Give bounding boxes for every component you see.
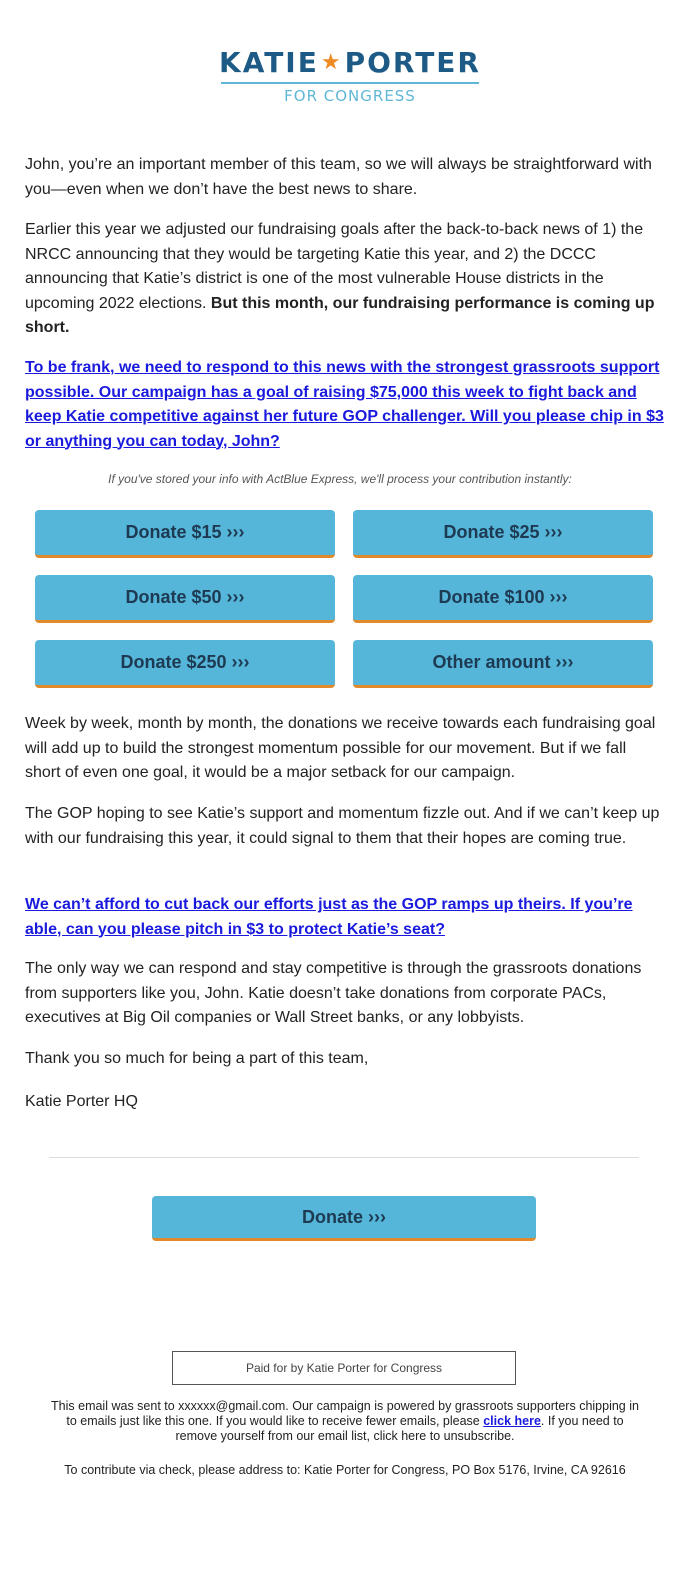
context-paragraph	[25, 218, 665, 341]
campaign-logo	[0, 46, 700, 106]
footer-unsubscribe-text: . If you need to remove yourself from our email list, click here to unsubscribe.	[175, 1414, 624, 1443]
other-amount-button[interactable]: Other amount ›››	[353, 640, 653, 688]
donate-15-button[interactable]: Donate $15 ›››	[35, 510, 335, 558]
donate-100-button[interactable]: Donate $100 ›››	[353, 575, 653, 623]
gop-paragraph: The GOP hoping to see Katie’s support and momentum fizzle out. And if we can’t keep up with our fundraising this year, it could signal to them that their hopes are coming true.	[25, 805, 660, 847]
donate-250-button[interactable]: Donate $250 ›››	[35, 640, 335, 688]
pitch-paragraph	[25, 893, 665, 942]
footer-check-address: To contribute via check, please address to: Katie Porter for Congress, PO Box 5176, Irvine, CA 92616	[64, 1463, 626, 1477]
footer-email-notice	[50, 1399, 640, 1444]
fewer-emails-link[interactable]: click here	[483, 1414, 541, 1428]
intro-paragraph: John, you’re an important member of this team, so we will always be straightforward with you—even when we don’t have the best news to share.	[25, 156, 652, 198]
donate-button[interactable]: Donate ›››	[152, 1196, 536, 1241]
section-divider	[49, 1157, 639, 1158]
footer-sent-text: This email was sent to xxxxxx@gmail.com. Our campaign is powered by grassroots supporters chipping in to emails just like this one. If you would like to receive fewer emails, please	[51, 1399, 639, 1428]
logo-divider	[221, 82, 479, 84]
grassroots-paragraph: The only way we can respond and stay competitive is through the grassroots donations from supporters like you, John. Katie doesn’t take donations from corporate PACs, executives at Big Oil companies or Wall Street banks, or any lobbyists.	[25, 960, 642, 1026]
star-icon: ★	[320, 50, 343, 75]
appeal-paragraph	[25, 356, 665, 454]
pitch-link[interactable]: We can’t afford to cut back our efforts just as the GOP ramps up theirs. If you’re able, can you please pitch in $3 to protect Katie’s seat?	[25, 896, 633, 938]
appeal-link[interactable]: To be frank, we need to respond to this news with the strongest grassroots support possible. Our campaign has a goal of raising $75,000 this week to fight back and keep Katie competitive against her future GOP challenger. Will you please chip in $3 or anything you can today, John?	[25, 359, 664, 450]
signature: Katie Porter HQ	[25, 1093, 138, 1110]
context-text: Earlier this year we adjusted our fundraising goals after the back-to-back news of 1) the NRCC announcing that they would be targeting Katie this year, and 2) the DCCC announcing that Katie’s district is one of the most vulnerable House districts in the upcoming 2022 elections.	[25, 221, 644, 312]
donate-50-button[interactable]: Donate $50 ›››	[35, 575, 335, 623]
momentum-paragraph: Week by week, month by month, the donations we receive towards each fundraising goal will add up to build the strongest momentum possible for our movement. But if we fall short of even one goal, it would be a major setback for our campaign.	[25, 715, 656, 781]
logo-title	[0, 46, 700, 80]
logo-name-left: KATIE	[219, 46, 319, 79]
logo-subtitle: FOR CONGRESS	[284, 87, 416, 105]
paid-for-disclaimer: Paid for by Katie Porter for Congress	[172, 1351, 516, 1385]
logo-name-right: PORTER	[344, 46, 481, 79]
thanks-paragraph: Thank you so much for being a part of this team,	[25, 1050, 369, 1067]
donate-25-button[interactable]: Donate $25 ›››	[353, 510, 653, 558]
context-bold-text: But this month, our fundraising performance is coming up short.	[25, 294, 655, 336]
actblue-note: If you've stored your info with ActBlue Express, we'll process your contribution instantly:	[108, 472, 572, 486]
